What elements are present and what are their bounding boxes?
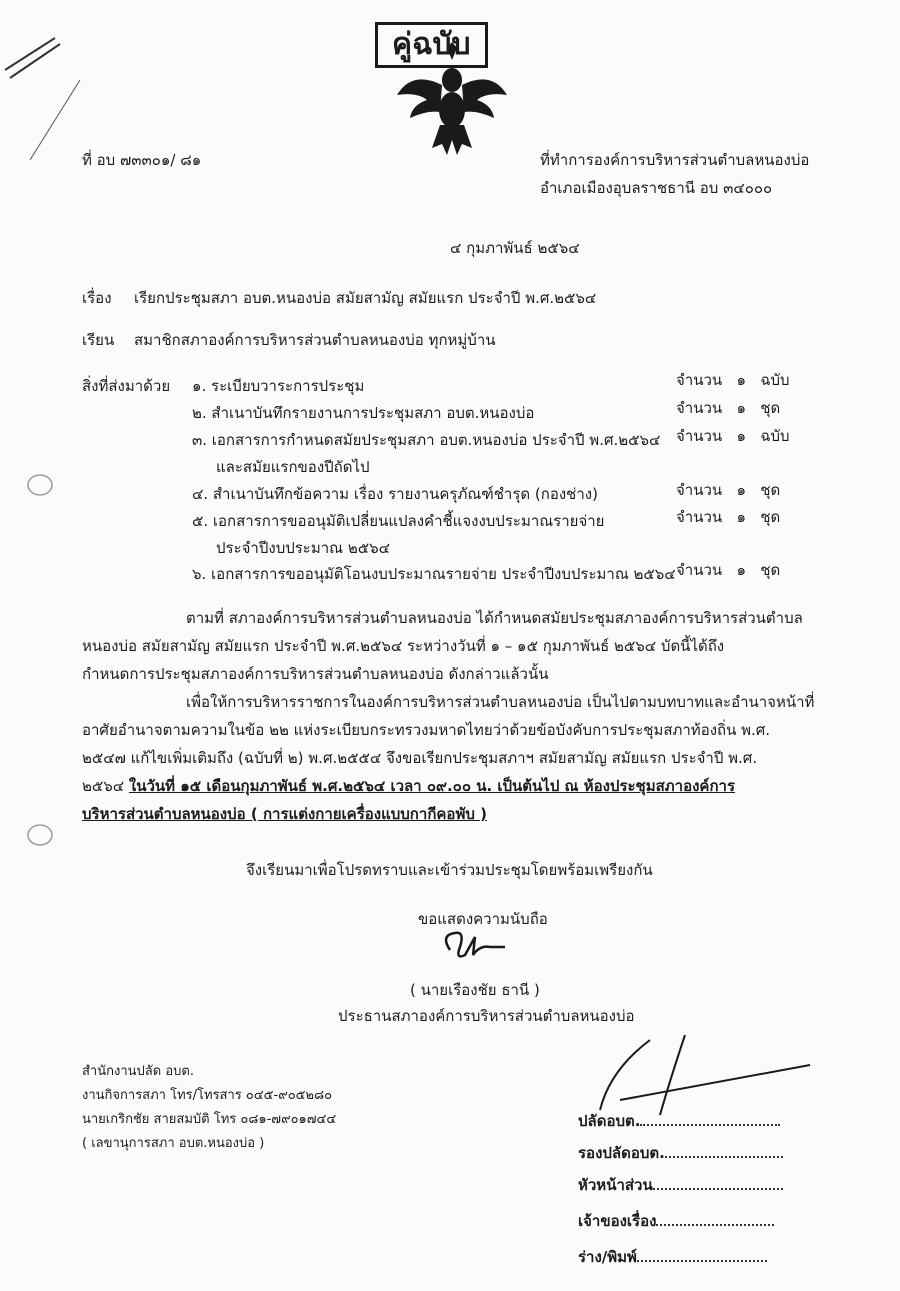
signature-icon (435, 925, 515, 970)
meeting-datetime-emphasis: ในวันที่ ๑๕ เดือนกุมภาพันธ์ พ.ศ.๒๕๖๔ เวลา ๐๙.๐๐ น. เป็นต้นไป ณ ห้องประชุมสภาองค์การ (128, 777, 736, 795)
para1-line3: กำหนดการประชุมสภาองค์การบริหารส่วนตำบลหนองบ่อ ดังกล่าวแล้วนั้น (82, 665, 549, 683)
approval-signature-icon (590, 1030, 820, 1120)
enclosure-item: ๕. เอกสารการขออนุมัติเปลี่ยนแปลงคำชี้แจงงบประมาณรายจ่าย (192, 512, 605, 530)
subject-label: เรื่อง (82, 289, 112, 307)
approval-row: เจ้าของเรื่อง (578, 1208, 774, 1233)
enclosure-qty: จำนวน ๑ ชุด (676, 399, 781, 417)
regards-text: ขอแสดงความนับถือ (418, 910, 548, 928)
para2-line5: บริหารส่วนตำบลหนองบ่อ ( การแต่งกายเครื่องแบบกากีคอพับ ) (82, 805, 487, 823)
hole-punch-icon (15, 820, 55, 850)
pen-mark-icon (0, 20, 90, 170)
signer-name: ( นายเรืองชัย ธานี ) (410, 981, 540, 999)
enclosure-qty: จำนวน ๑ ฉบับ (676, 427, 790, 445)
enclosures-label: สิ่งที่ส่งมาด้วย (82, 377, 171, 395)
enclosure-qty: จำนวน ๑ ชุด (676, 561, 781, 579)
copy-stamp-label: คู่ฉบับ (392, 27, 471, 62)
enclosure-qty: จำนวน ๑ ชุด (676, 481, 781, 499)
hole-punch-icon (15, 470, 55, 500)
to-label: เรียน (82, 331, 115, 349)
contact-line: นายเกริกชัย สายสมบัติ โทร ๐๘๑-๗๙๐๑๗๔๔ (82, 1112, 337, 1127)
para2-line4: ๒๕๖๔ ในวันที่ ๑๕ เดือนกุมภาพันธ์ พ.ศ.๒๕๖๔ เวลา ๐๙.๐๐ น. เป็นต้นไป ณ ห้องประชุมสภาองค์การ (82, 777, 736, 795)
subject-text: เรียกประชุมสภา อบต.หนองบ่อ สมัยสามัญ สมัยแรก ประจำปี พ.ศ.๒๕๖๔ (134, 289, 597, 307)
sender-office: ที่ทำการองค์การบริหารส่วนตำบลหนองบ่อ (540, 151, 810, 169)
enclosure-item: ๔. สำเนาบันทึกข้อความ เรื่อง รายงานครุภัณฑ์ชำรุด (กองช่าง) (192, 485, 598, 503)
enclosure-qty: จำนวน ๑ ชุด (676, 508, 781, 526)
enclosure-item: ๖. เอกสารการขออนุมัติโอนงบประมาณรายจ่าย ประจำปีงบประมาณ ๒๕๖๔ (192, 565, 676, 583)
reference-number: ที่ อบ ๗๓๓๐๑/ ๘๑ (82, 151, 202, 169)
contact-line: ( เลขานุการสภา อบต.หนองบ่อ ) (82, 1136, 265, 1151)
enclosure-item-cont: ประจำปีงบประมาณ ๒๕๖๔ (216, 539, 390, 557)
contact-line: งานกิจการสภา โทร/โทรสาร ๐๔๕-๙๐๕๒๘๐ (82, 1088, 333, 1103)
enclosure-item: ๓. เอกสารการกำหนดสมัยประชุมสภา อบต.หนองบ่อ ประจำปี พ.ศ.๒๕๖๔ (192, 431, 661, 449)
closing-text: จึงเรียนมาเพื่อโปรดทราบและเข้าร่วมประชุมโดยพร้อมเพรียงกัน (246, 861, 653, 879)
para2-line3: ๒๕๔๗ แก้ไขเพิ่มเติมถึง (ฉบับที่ ๒) พ.ศ.๒๕๕๔ จึงขอเรียกประชุมสภาฯ สมัยสามัญ สมัยแรก ประจำปี พ.ศ. (82, 749, 758, 767)
para2-line2: อาศัยอำนาจตามความในข้อ ๒๒ แห่งระเบียบกระทรวงมหาดไทยว่าด้วยข้อบังคับการประชุมสภาท้องถิ่น พ.ศ. (82, 721, 771, 739)
enclosure-qty: จำนวน ๑ ฉบับ (676, 371, 790, 389)
signer-title: ประธานสภาองค์การบริหารส่วนตำบลหนองบ่อ (338, 1007, 635, 1025)
para1-line1: ตามที่ สภาองค์การบริหารส่วนตำบลหนองบ่อ ได้กำหนดสมัยประชุมสภาองค์การบริหารส่วนตำบล (186, 609, 803, 627)
enclosure-item: ๒. สำเนาบันทึกรายงานการประชุมสภา อบต.หนองบ่อ (192, 404, 535, 422)
contact-line: สำนักงานปลัด อบต. (82, 1064, 194, 1079)
enclosure-item: ๑. ระเบียบวาระการประชุม (192, 377, 365, 395)
enclosure-item-cont: และสมัยแรกของปีถัดไป (216, 458, 370, 476)
sender-address: อำเภอเมืองอุบลราชธานี อบ ๓๔๐๐๐ (540, 179, 773, 197)
copy-stamp (375, 22, 488, 68)
approval-row: ร่าง/พิมพ์ (578, 1244, 767, 1269)
para2-line1: เพื่อให้การบริหารราชการในองค์การบริหารส่วนตำบลหนองบ่อ เป็นไปตามบทบาทและอำนาจหน้าที่ (186, 693, 815, 711)
para1-line2: หนองบ่อ สมัยสามัญ สมัยแรก ประจำปี พ.ศ.๒๕๖๔ ระหว่างวันที่ ๑ – ๑๕ กุมภาพันธ์ ๒๕๖๔ บัดนี้ได้ถึง (82, 637, 725, 655)
letter-date: ๔ กุมภาพันธ์ ๒๕๖๔ (450, 239, 580, 257)
approval-row: รองปลัดอบต. (578, 1140, 783, 1165)
to-text: สมาชิกสภาองค์การบริหารส่วนตำบลหนองบ่อ ทุกหมู่บ้าน (134, 331, 496, 349)
approval-row: หัวหน้าส่วน (578, 1172, 783, 1197)
approval-row: ปลัดอบต. (578, 1108, 780, 1133)
